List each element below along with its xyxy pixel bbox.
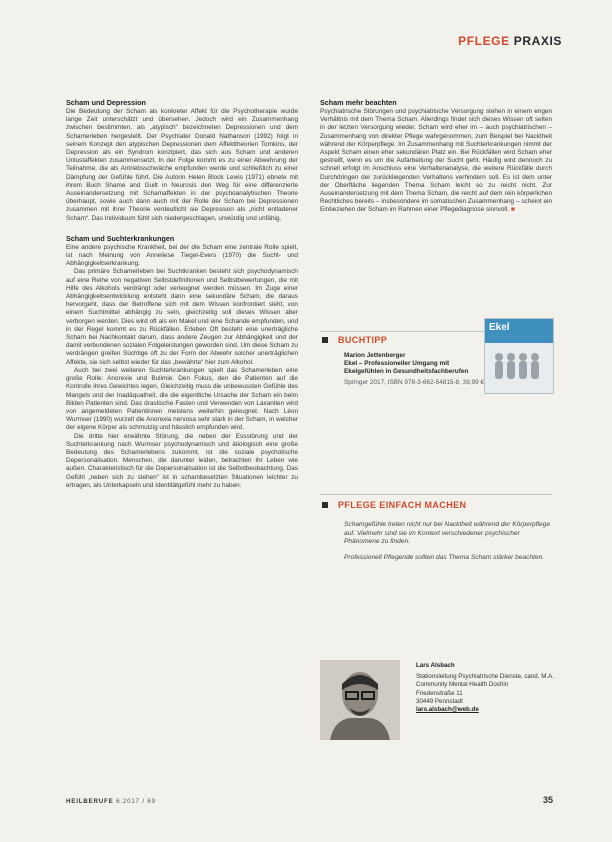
einfach-paragraph-1: Schamgefühle treten nicht nur bei Nacktheit während der Körperpflege auf. Vielmehr sind sie im Kontext verschiedener psychischer Phänomene zu finden.	[344, 521, 550, 546]
buchtipp-details	[344, 352, 484, 387]
author-portrait-icon	[320, 660, 400, 740]
paragraph-sucht-3: Auch bei zwei weiteren Suchterkrankungen spielt das Schamerleben eine große Rolle: Anorexie und Bulimie. Den Fokus, den die Patienten auf die Kontrolle ihres Gewichtes legen, Gleichzeitig muss die unbewussten Gefühle des Mangels und der Inadäquatheit, die die eigentliche Ursache der Scham ein beim Bilden Patienten sind. Das drastische Fasten und Verwenden von Laxantien wird von angemeldeten Patientinnen meistens weiterhin geleugnet. Nach Léon Wurmser (1990) wurzelt die Anorexia nervosa sehr stark in der Scham, in welcher der eigene Körper als schmutzig und hässlich empfunden wird.	[66, 366, 298, 432]
book-author: Marion Jettenberger	[344, 352, 406, 359]
paragraph-depression: Die Bedeutung der Scham als konkreter Affekt für die Psychotherapie wurde lange Zeit unterschätzt und übersehen. Jedoch wird ein Zusammenhang zwischen bestimmten, als „atypisch“ bezeichneten Depressionen und dem Schamerleben hergestellt. Der Psychiater Donald Nathanson (1992) folgt in seinem Konzept den atypischen Depressionen dem Affekttheorien Tomkins, der Depression als ein Syndrom konzipiert, das sich aus Scham und anderen Unlustaffekten zusammensetzt. In der Folge kommt es zu einer Abwehrung der Teilnahme, die als Antriebsschwäche empfunden werde und schließlich zu einer Dämpfung der Gefühle führt. Die Autorin Helen Block Lewis (1971) ebnete mit ihrem Buch Shame and Guilt in Neurosis den Weg für eine differenzierte Auseinandersetzung mit Schamaffekten in der psychoanalytischen Theorie überhaupt, sowie auch dann auch mit der Rolle der Scham bei Depressionen zusammen mit ihrer Theorie verdeutlicht sie Depression als „nicht entladener Scham“. Das Individuum fühlt sich niedergeschlagen, unwürdig und unfähig.	[66, 108, 298, 222]
author-line-4: 30449 Pennstadt	[416, 697, 463, 705]
author-line-3: Friedenstraße 11	[416, 689, 463, 697]
paragraph-scham-beachten	[320, 108, 552, 215]
einfach-paragraph-2: Professionell Pflegende sollten das Thema Scham stärker beachten.	[344, 553, 545, 561]
section-heading-scham-beachten: Scham mehr beachten	[320, 98, 397, 107]
book-cover-image	[484, 318, 554, 394]
einfach-text	[344, 521, 550, 569]
einfach-divider	[320, 494, 552, 495]
buchtipp-header	[322, 335, 387, 345]
page-number: 35	[543, 795, 554, 805]
end-of-article-icon: ■	[511, 206, 515, 214]
author-info	[416, 662, 556, 714]
footer-issue-number: 6.2017 / 69	[116, 798, 156, 805]
section-rubric	[458, 34, 562, 48]
paragraph-sucht-2: Das primäre Schamerleben bei Suchtkranken besteht sich psychodynamisch auf eine Reihe von negativen Selbstdefinitionen und Selbstbewertungen, die mit Hilfe des Alkohols verdrängt oder verleugnet werden müssen. Im Zuge einer Abhängigkeitsentwicklung entsteht dann eine sekundäre Scham, die daraus hervorgeht, dass der Betroffene sich mit dem Wissen konfrontiert sieht, von einem Suchtmittel abhängig zu sein, gleichzeitig soll dieses Wissen aber verborgen werden. Dies wird oft als ein Makel und eine Schande empfunden, und in der Regel kommt es zu Rückfällen. Erleben Oft besteht eine unerträgliche Scham bei Nachkontakt darum, dass andere Zeugen zur Abhängigkeit und der damit verbundenen sozialen Folgeleistungen geworden sind. Um diese Scham zu verdrängen greifen Süchtige oft zu der Form der Abwehr solcher unerträglichen Affekte, sie sich selbst wieder für das „bewährte“ hier zum Alkohol.	[66, 268, 298, 366]
paragraph-scham-beachten-text: Psychiatrische Störungen und psychiatrische Versorgung stehen in einem engen Verhältnis mit dem Thema Scham. Allerdings findet sich dieses Wissen oft selten in der letzten Versorgung wieder. Scham wird eher im – auch psychiatrischen – Zusammenhang von direkter Pflege wahrgenommen, zum Beispiel bei Nacktheit während der Körperpflege. Im Zusammenhang mit Suchterkrankungen nimmt der Aspekt Scham einen eher sekundären Platz ein. Bei Rückfällen wird Scham eher gestreift, wenn es um die Aufarbeitung der Sucht geht. Häufig wird dennoch zu schnell erfolgt im Anschluss eine Verhaltenanalyse, die weitere Rückfälle durch Durchdringen der zurückliegenden Verhaltens verhindern soll. Es ist dem unter der Oberfläche liegenden Thema Scham leicht so zu reicht nicht. Zur Auseinandersetzung mit dem Thema Scham, die reicht auf dem rein körperlichen Rechtliches bereits – insbesondere im somatischen Zusammenhang – scheint ein Einbeziehen der Scham im Rahmen einer Pflegediagnose sinnvoll.	[320, 108, 552, 214]
einfach-header	[322, 500, 466, 510]
author-name: Lars Alsbach	[416, 662, 455, 669]
square-bullet-icon	[322, 502, 328, 508]
author-line-2: Community Mental Health Doshin	[416, 681, 509, 689]
section-heading-sucht: Scham und Suchterkrankungen	[66, 233, 175, 243]
left-column	[66, 98, 298, 490]
rubric-praxis: PRAXIS	[513, 34, 562, 48]
author-line-1: Stationsleitung Psychiatrische Dienste, cand. M.A.	[416, 673, 554, 681]
buchtipp-heading: BUCHTIPP	[338, 335, 388, 345]
book-publisher: Springer 2017, ISBN 978-3-662-54815-8, 39,99 €	[344, 378, 484, 386]
rubric-pflege: PFLEGE	[458, 34, 510, 48]
paragraph-sucht-1: Eine andere psychische Krankheit, bei der die Scham eine zentrale Rolle spielt, ist nach Meinung von Anneliese Tiegel-Evers (1970) die Sucht- und Abhängigkeitserkrankung.	[66, 243, 298, 268]
book-cover-title: Ekel	[485, 319, 553, 343]
footer-brand: HEILBERUFE	[66, 798, 114, 805]
square-bullet-icon	[322, 337, 328, 343]
einfach-heading: PFLEGE EINFACH MACHEN	[338, 500, 467, 510]
footer-issue	[66, 798, 156, 805]
section-heading-depression: Scham und Depression	[66, 98, 146, 107]
right-column	[320, 98, 552, 215]
author-photo	[320, 660, 400, 740]
author-email-link[interactable]: lars.alsbach@web.de	[416, 706, 479, 714]
book-cover-figures-icon	[491, 349, 547, 385]
paragraph-sucht-4: Die dritte hier erwähnte Störung, die neben der Essstörung und der Suchterkrankung nach Wurmser psychodynamisch und ätiologisch eine große Bedeutung des Schamerlebens zukommt, ist die soziale psychotische Depersonalisation. Menschen, die darunter leiden, betrachten ihr Leben wie außen. Charakteristisch für die Depersonalisation ist die Selbstbeobachtung. Das Gefühl „neben sich zu stehen“ ist in schambesetzten Situationen leichter zu ertragen, als Unterkapseln und Identitätgefühl mehr zu haben.	[66, 432, 298, 489]
book-title: Ekel – Professioneller Umgang mit Ekelgefühlen in Gesundheitsfachberufen	[344, 360, 469, 376]
